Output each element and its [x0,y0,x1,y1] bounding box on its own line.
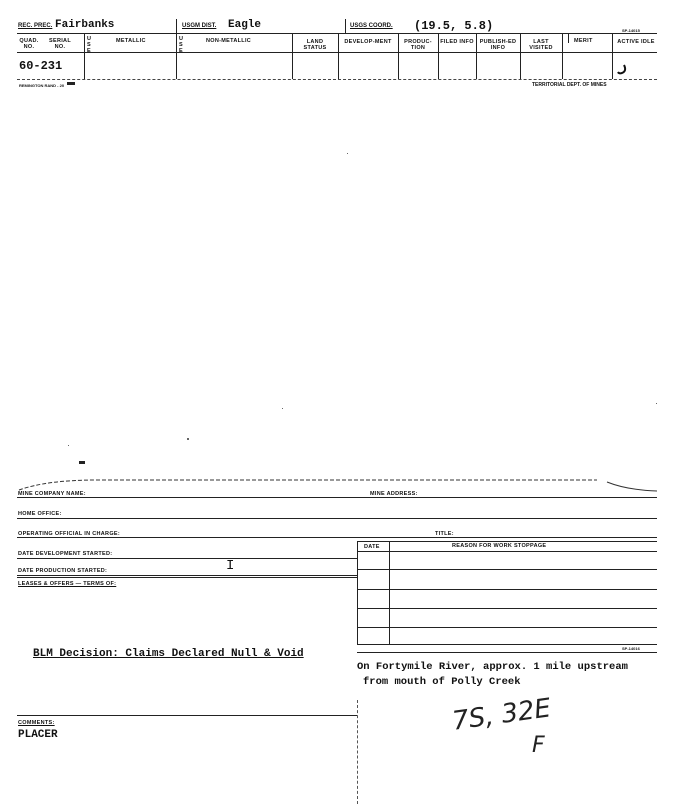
header-divider [562,33,563,79]
stoppage-rule [357,569,657,570]
stoppage-reason-label: REASON FOR WORK STOPPAGE [452,543,547,549]
header-divider [345,19,346,33]
mine-company-name-label: MINE COMPANY NAME: [18,491,86,497]
header-rule-mid [17,52,657,53]
col-metallic: METALLIC [116,38,146,44]
scan-speck [656,403,657,404]
form-top-border [17,476,659,496]
col-merit: MERIT [574,38,593,44]
col-published-info: PUBLISH-ED INFO [479,39,517,51]
rec-prec-value: Fairbanks [55,19,115,31]
col-non-metallic: NON-METALLIC [206,38,252,44]
usgm-dist-label: USGM DIST. [182,23,217,29]
col-use-non-metallic: USE [179,36,184,54]
column-divider [357,700,358,804]
header-divider [476,33,477,79]
stoppage-rule [357,541,657,542]
header-rule-top [17,33,657,34]
stoppage-date-label: DATE [364,544,380,550]
printer-mark [67,82,75,85]
scan-speck [347,153,348,154]
date-production-label: DATE PRODUCTION STARTED: [18,568,108,574]
col-quad-no: QUAD. NO. [19,38,39,50]
form-rule [17,558,357,559]
header-divider [438,33,439,79]
header-divider [398,33,399,79]
rec-prec-label: REC. PREC. [18,23,53,29]
blm-decision: BLM Decision: Claims Declared Null & Void [33,648,304,660]
header-divider [84,33,85,79]
usgs-coord-label: USGS COORD. [350,23,393,29]
form-rule [17,715,357,716]
header-rule-bottom [17,79,657,80]
home-office-label: HOME OFFICE: [18,511,62,517]
location-rule [357,652,657,653]
stoppage-rule [357,644,657,645]
stoppage-rule [357,608,657,609]
col-use-metallic: USE [87,36,92,54]
form-code: SP-14015 [622,28,640,33]
leases-label: LEASES & OFFERS — TERMS OF: [18,581,117,587]
form-rule [17,575,357,576]
scan-speck [68,445,69,446]
header-divider [520,33,521,79]
form-rule [17,577,357,578]
active-idle-mark [616,64,630,76]
quad-no-value: 60-231 [19,59,63,73]
stoppage-divider [389,541,390,644]
printer-note: REMINGTON RAND - 20 [19,83,65,88]
location-line-1: On Fortymile River, approx. 1 mile upstream [357,661,628,673]
col-development: DEVELOP-MENT [344,39,392,45]
comments-value: PLACER [18,729,58,741]
form-rule [17,537,657,538]
header-divider [338,33,339,79]
handwritten-note: 7S, 32E [450,693,553,737]
col-land-status: LAND STATUS [303,39,327,51]
merit-tick [568,34,569,43]
col-filed-info: FILED INFO [440,39,474,45]
operating-official-label: OPERATING OFFICIAL IN CHARGE: [18,531,120,537]
stoppage-rule [357,627,657,628]
date-production-mark: I [226,558,235,574]
department-label: TERRITORIAL DEPT. OF MINES [532,82,607,88]
title-label: TITLE: [435,531,454,537]
usgs-coord-value: (19.5, 5.8) [414,19,494,33]
col-last-visited: LAST VISITED [529,39,553,51]
col-active-idle: ACTIVE IDLE [617,39,655,45]
mine-address-label: MINE ADDRESS: [370,491,418,497]
header-divider [176,19,177,79]
location-line-2: from mouth of Polly Creek [363,676,521,688]
header-divider [612,33,613,79]
handwritten-initial: F [532,733,545,758]
header-divider [292,33,293,79]
stoppage-rule [357,551,657,552]
scan-speck [79,461,85,464]
col-production: PRODUC-TION [404,39,432,51]
form-rule [17,518,657,519]
scan-speck [187,438,189,440]
stoppage-divider [357,541,358,644]
location-form-code: SP-14016 [622,646,640,651]
form-rule [17,497,657,498]
scan-speck [282,408,283,409]
col-serial-no: SERIAL NO. [49,38,71,50]
usgm-dist-value: Eagle [228,19,262,31]
comments-label: COMMENTS: [18,720,55,726]
stoppage-rule [357,589,657,590]
date-development-label: DATE DEVELOPMENT STARTED: [18,551,113,557]
